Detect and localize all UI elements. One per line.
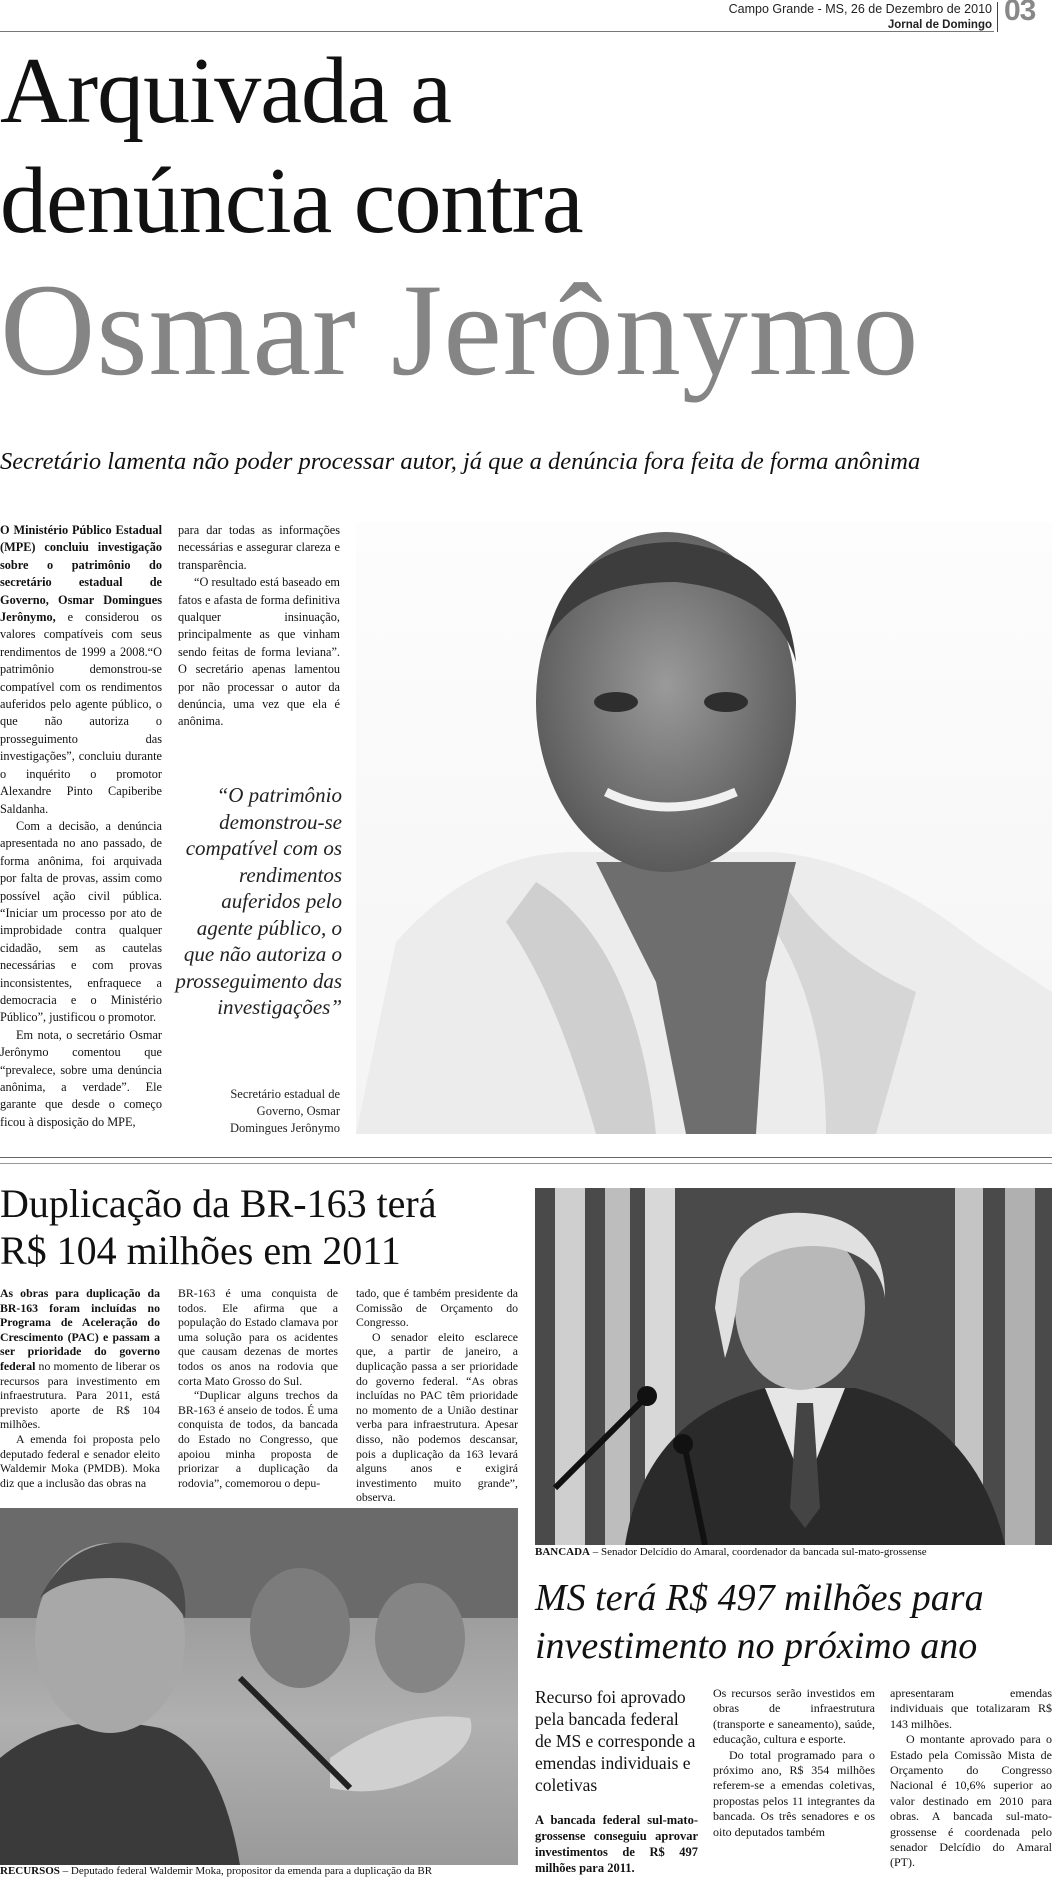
portrait-illustration <box>356 522 1052 1134</box>
story1-column-2 <box>178 522 340 731</box>
folio-divider <box>997 2 998 32</box>
story1-lead: O Ministério Público Estadual (MPE) concluiu investigação sobre o patrimônio do secretário estadual de Governo, Osmar Domingues Jerônymo, <box>0 523 162 625</box>
story2-column-1 <box>0 1286 160 1490</box>
headline-line-1: Arquivada a <box>0 39 451 143</box>
story2-column-3 <box>356 1286 518 1505</box>
delcidio-illustration <box>535 1188 1052 1545</box>
folio-paper-name: Jornal de Domingo <box>887 19 992 31</box>
story2-paragraph: O senador eleito esclarece que, a partir de janeiro, a duplicação passa a ser prioridade do governo federal. “As obras incluídas no PAC têm prioridade no momento de a União destinar verba para infraestrutura. Apesar disso, não podemos descansar, pois a duplicação da 163 levará alguns anos e exigirá investimento muito grande”, observa. <box>356 1329 518 1505</box>
photo-waldemir-moka <box>0 1508 518 1865</box>
story2-caption-label: RECURSOS <box>0 1865 60 1877</box>
story2-caption-text: – Deputado federal Waldemir Moka, propositor da emenda para a duplicação da BR <box>59 1865 433 1877</box>
story1-paragraph: Em nota, o secretário Osmar Jerônymo comentou que “prevalece, sobre uma denúncia anônima, a verdade”. Ele garante que desde o começo ficou à disposição do MPE, <box>0 1027 162 1129</box>
portrait-photo-osmar-jeronymo <box>356 522 1052 1134</box>
story2-paragraph: BR-163 é uma conquista de todos. Ele afirma que a população do Estado clamava por uma solução para os acidentes que causam dezenas de mortes todos os anos na rodovia que corta Mato Grosso do Sul. <box>178 1286 338 1388</box>
story1-paragraph: Com a decisão, a denúncia apresentada no ano passado, de forma anônima, foi arquivada por falta de provas, assim como possível ação civil pública. “Iniciar um processo por ato de improbidade contra qualquer cidadão, sem as cautelas necessárias e com provas inconsistentes, enfraquece a democracia e o Ministério Público”, justificou o promotor. <box>0 818 162 1025</box>
story2-paragraph: A emenda foi proposta pelo deputado federal e senador eleito Waldemir Moka (PMDB). Moka diz que a inclusão das obras na <box>0 1431 160 1490</box>
folio-dateline: Campo Grande - MS, 26 de Dezembro de 2010 <box>728 2 992 16</box>
story3-headline-line-2: investimento no próximo ano <box>535 1625 978 1667</box>
story3-photo-caption <box>535 1545 1052 1559</box>
story2-headline-line-2: R$ 104 milhões em 2011 <box>0 1228 401 1273</box>
story2-paragraph: tado, que é também presidente da Comissão de Orçamento do Congresso. <box>356 1286 518 1330</box>
story3-column-2 <box>713 1686 875 1840</box>
story3-paragraph: O montante aprovado para o Estado pela Comissão Mista de Orçamento do Congresso Nacional é 10,6% superior ao valor destinado em 2010 para obras. A bancada sul-mato-grossense é coordenada pelo senador Delcídio do Amaral (PT). <box>890 1732 1052 1870</box>
story2-lead: As obras para duplicação da BR-163 foram incluídas no Programa de Aceleração do Crescimento (PAC) e passam a ser prioridade do governo federal <box>0 1286 160 1373</box>
headline-line-2: denúncia contra <box>0 149 583 253</box>
story2-paragraph: As obras para duplicação da BR-163 foram incluídas no Programa de Aceleração do Crescimento (PAC) e passam a ser prioridade do governo federal no momento de liberar os recursos para investimento em infraestrutura. Para 2011, está previsto aporte de R$ 104 milhões. <box>0 1286 160 1432</box>
story1-paragraph: “O resultado está baseado em fatos e afasta de forma definitiva qualquer insinuação, principalmente as que vinham sendo feitas de forma leviana”. O secretário apenas lamentou por não processar o autor da denúncia, uma vez que ela é anônima. <box>178 575 340 729</box>
page-number: 03 <box>1004 0 1036 27</box>
story3-paragraph: Do total programado para o próximo ano, R$ 354 milhões referem-se a emendas coletivas, propostas pelos 11 integrantes da bancada. Os três senadores e os oito deputados também <box>713 1747 875 1839</box>
story1-paragraph: para dar todas as informações necessárias e assegurar clareza e transparência. <box>178 523 340 572</box>
story2-column-2 <box>178 1286 338 1490</box>
section-divider <box>0 1157 1052 1158</box>
story3-caption-label: BANCADA <box>535 1546 590 1558</box>
story1-photo-caption: Secretário estadual de Governo, Osmar Domingues Jerônymo <box>229 1087 340 1135</box>
story2-photo-caption <box>0 1864 518 1878</box>
story2-headline-line-1: Duplicação da BR-163 terá <box>0 1181 437 1226</box>
folio-rule <box>0 31 994 32</box>
headline-name: Osmar Jerônymo <box>0 256 920 403</box>
story1-column-1 <box>0 522 162 1131</box>
story1-paragraph: O Ministério Público Estadual (MPE) concluiu investigação sobre o patrimônio do secretário estadual de Governo, Osmar Domingues Jerônymo, e considerou os valores compatíveis com seus rendimentos de 1999 a 2008.“O patrimônio demonstrou-se compatível com os rendimentos auferidos pelo agente público, o que não autoriza o prosseguimento das investigações”, concluiu durante o inquérito o promotor Alexandre Pinto Capiberibe Saldanha. <box>0 523 162 816</box>
story3-headline-line-1: MS terá R$ 497 milhões para <box>535 1577 984 1619</box>
story2-paragraph: “Duplicar alguns trechos da BR-163 é anseio de todos. É uma conquista de todos, da bancada do Estado no Congresso, que apoiou minha proposta de priorizar a duplicação da rodovia”, comemorou o depu- <box>178 1388 338 1490</box>
story1-deck: Secretário lamenta não poder processar autor, já que a denúncia fora feita de forma anônima <box>0 448 921 475</box>
story3-deck: Recurso foi aprovado pela bancada federal de MS e corresponde a emendas individuais e coletivas <box>535 1687 696 1795</box>
pull-quote: “O patrimônio demonstrou-se compatível com os rendimentos auferidos pelo agente público, o que não autoriza o prosseguimento das investigações” <box>175 783 342 1019</box>
moka-illustration <box>0 1508 518 1865</box>
story3-paragraph: Os recursos serão investidos em obras de infraestrutura (transporte e saneamento), saúde, educação, cultura e esporte. <box>713 1686 875 1747</box>
photo-delcidio-do-amaral <box>535 1188 1052 1545</box>
section-divider <box>0 1163 1052 1164</box>
story3-paragraph: apresentaram emendas individuais que totalizaram R$ 143 milhões. <box>890 1686 1052 1731</box>
story3-lead: A bancada federal sul-mato-grossense conseguiu aprovar investimentos de R$ 497 milhões para 2011. <box>535 1813 698 1875</box>
story3-caption-text: – Senador Delcídio do Amaral, coordenador da bancada sul-mato-grossense <box>590 1546 927 1558</box>
story3-column-3 <box>890 1686 1052 1871</box>
